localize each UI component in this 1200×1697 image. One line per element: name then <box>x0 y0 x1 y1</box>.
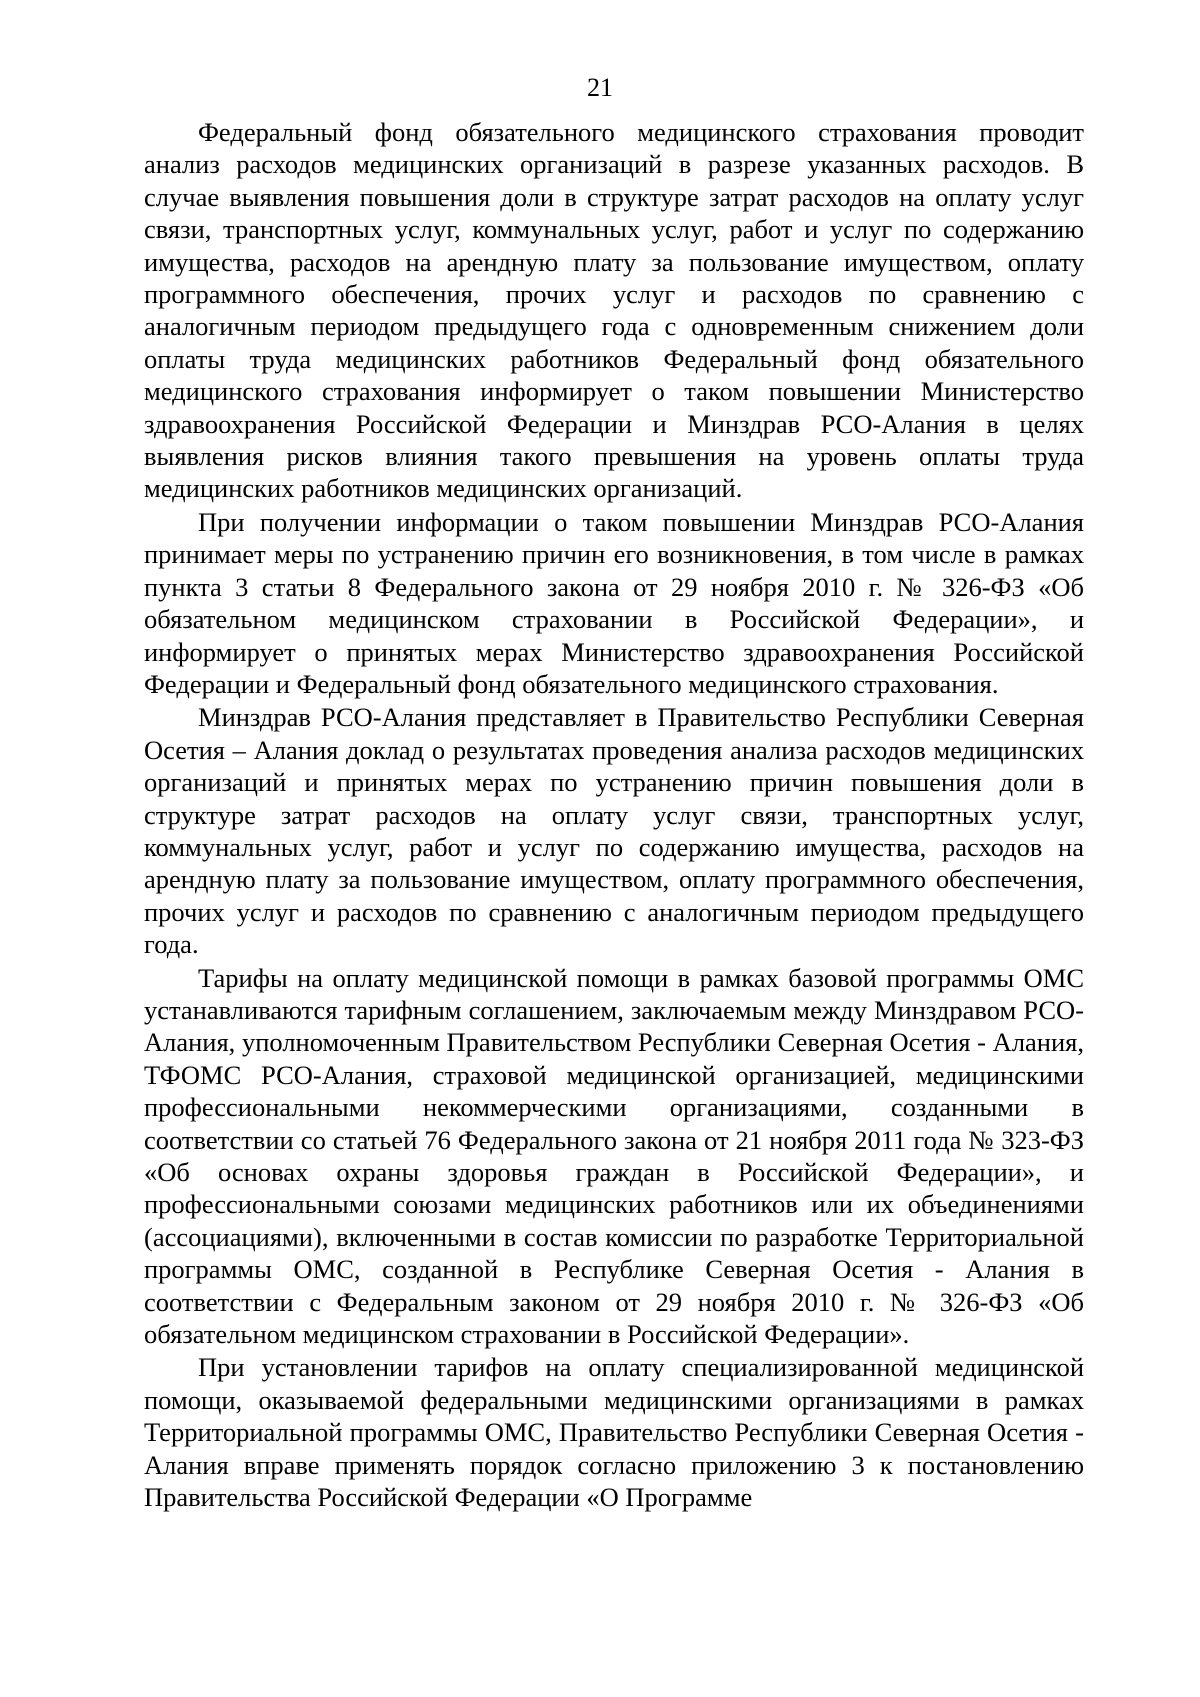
paragraph: При установлении тарифов на оплату специализированной медицинской помощи, оказываемой федеральными медицинскими организациями в рамках Территориальной программы ОМС, Правительство Республики Северная Осетия - Алания вправе применять порядок согласно приложению 3 к постановлению Правительства Российской Федерации «О Программе <box>144 1352 1084 1513</box>
paragraph: Федеральный фонд обязательного медицинского страхования проводит анализ расходов медицинских организаций в разрезе указанных расходов. В случае выявления повышения доли в структуре затрат расходов на оплату услуг связи, транспортных услуг, коммунальных услуг, работ и услуг по содержанию имущества, расходов на арендную плату за пользование имуществом, оплату программного обеспечения, прочих услуг и расходов по сравнению с аналогичным периодом предыдущего года с одновременным снижением доли оплаты труда медицинских работников Федеральный фонд обязательного медицинского страхования информирует о таком повышении Министерство здравоохранения Российской Федерации и Минздрав РСО-Алания в целях выявления рисков влияния такого превышения на уровень оплаты труда медицинских работников медицинских организаций. <box>144 117 1084 504</box>
paragraph: При получении информации о таком повышении Минздрав РСО-Алания принимает меры по устранению причин его возникновения, в том числе в рамках пункта 3 статьи 8 Федерального закона от 29 ноября 2010 г. № 326-ФЗ «Об обязательном медицинском страховании в Российской Федерации», и информирует о принятых мерах Министерство здравоохранения Российской Федерации и Федеральный фонд обязательного медицинского страхования. <box>144 506 1084 699</box>
paragraph: Тарифы на оплату медицинской помощи в рамках базовой программы ОМС устанавливаются тарифным соглашением, заключаемым между Минздравом РСО-Алания, уполномоченным Правительством Республики Северная Осетия - Алания, ТФОМС РСО-Алания, страховой медицинской организацией, медицинскими профессиональными некоммерческими организациями, созданными в соответствии со статьей 76 Федерального закона от 21 ноября 2011 года № 323-ФЗ «Об основах охраны здоровья граждан в Российской Федерации», и профессиональными союзами медицинских работников или их объединениями (ассоциациями), включенными в состав комиссии по разработке Территориальной программы ОМС, созданной в Республике Северная Осетия - Алания в соответствии с Федеральным законом от 29 ноября 2010 г. № 326-ФЗ «Об обязательном медицинском страховании в Российской Федерации». <box>144 962 1084 1350</box>
page-number: 21 <box>587 73 613 102</box>
paragraph: Минздрав РСО-Алания представляет в Правительство Республики Северная Осетия – Алания доклад о результатах проведения анализа расходов медицинских организаций и принятых мерах по устранению причин повышения доли в структуре затрат расходов на оплату услуг связи, транспортных услуг, коммунальных услуг, работ и услуг по содержанию имущества, расходов на арендную плату за пользование имуществом, оплату программного обеспечения, прочих услуг и расходов по сравнению с аналогичным периодом предыдущего года. <box>144 702 1084 960</box>
document-body <box>144 116 1084 1514</box>
